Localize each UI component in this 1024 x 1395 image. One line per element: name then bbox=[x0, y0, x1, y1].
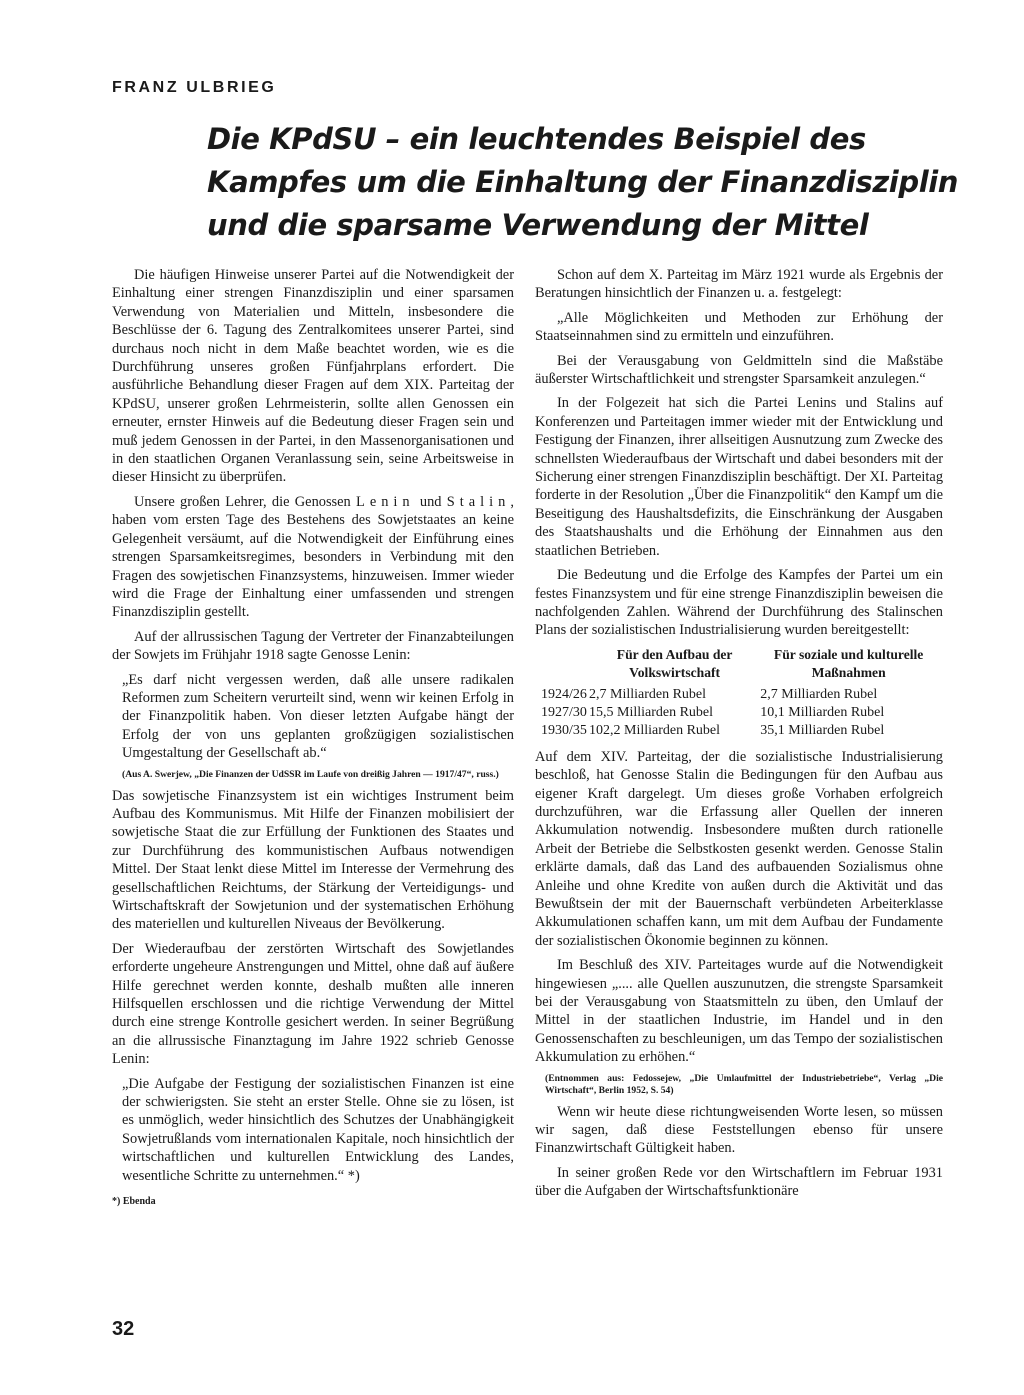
source-citation: (Aus A. Swerjew, „Die Finanzen der UdSSR im Laufe von dreißig Jahren — 1917/47“, russ.) bbox=[122, 768, 499, 780]
quote: „Alle Möglichkeiten und Methoden zur Erhöhung der Staatseinnahmen sind zu ermitteln und einzuführen. bbox=[535, 309, 943, 345]
quote: „Es darf nicht vergessen werden, daß alle unsere radikalen Reformen zum Scheitern verurteilt sind, wenn wir keinen Erfolg in der Finanzpolitik haben. Von dieser letzten Aufgabe hängt der Erfolg der von uns geplanten großzügigen sozialistischen Umgestaltung der Gesellschaft ab.“ bbox=[122, 671, 514, 762]
paragraph-text: Unsere großen Lehrer, die Genossen bbox=[134, 493, 351, 510]
page-number: 32 bbox=[112, 1318, 135, 1340]
article-title: Die KPdSU – ein leuchtendes Beispiel des Kampfes um die Einhaltung der Finanzdisziplin und die sparsame Verwendung der Mittel bbox=[207, 122, 959, 242]
paragraph bbox=[112, 493, 514, 622]
paragraph: Im Beschluß des XIV. Parteitages wurde auf die Notwendigkeit hingewiesen „.... alle Quellen auszunutzen, die strengste Sparsamkeit bei der Verausgabung von Staatsmitteln zu üben, den Umlauf der Mittel in der staatlichen Industrie, im Handel und in den Genossenschaften zu beschleunigen, um das Tempo der sozialistischen Akkumulation zu erhöhen.“ bbox=[535, 957, 943, 1066]
table-header-spacer bbox=[541, 646, 589, 686]
table-header-row bbox=[541, 646, 937, 686]
name-lenin: Lenin bbox=[356, 493, 415, 510]
right-column bbox=[535, 266, 943, 1207]
table-cell-economy: 15,5 Milliarden Rubel bbox=[589, 704, 714, 720]
table-row bbox=[541, 704, 937, 722]
table-cell-social: 2,7 Milliarden Rubel bbox=[760, 686, 878, 702]
left-column bbox=[112, 266, 514, 1218]
table-cell-economy: 102,2 Milliarden Rubel bbox=[589, 722, 721, 738]
paragraph: Schon auf dem X. Parteitag im März 1921 wurde als Ergebnis der Beratungen hinsichtlich der Finanzen u. a. festgelegt: bbox=[535, 267, 943, 302]
paragraph: Das sowjetische Finanzsystem ist ein wichtiges Instrument beim Aufbau des Kommunismus. Mit Hilfe der Finanzen mobilisiert der sowjetische Staat die zur Erfüllung der Funktionen des Staates und zur Durchführung des kommunistischen Aufbaus notwendigen Mittel. Der Staat lenkt diese Mittel im Interesse der Vermehrung des gesellschaftlichen Reichtums, der Stärkung der Verteidigungs- und Wirtschaftskraft der Sowjetunion und der systematischen Erhöhung des materiellen und kulturellen Niveaus der Bevölkerung. bbox=[112, 787, 514, 933]
table-cell-social: 35,1 Milliarden Rubel bbox=[760, 722, 885, 738]
table-header-economy: Für den Aufbau der Volkswirtschaft bbox=[616, 646, 733, 680]
name-stalin: Stalin bbox=[446, 493, 511, 510]
paragraph: Die Bedeutung und die Erfolge des Kampfes der Partei um ein festes Finanzsystem und für eine strenge Finanzdisziplin beweisen die nachfolgenden Zahlen. Während der Durchführung des Stalinschen Plans der sozialistischen Industrialisierung wurden bereitgestellt: bbox=[535, 567, 943, 639]
paragraph-text: , haben vom ersten Tage des Bestehens des Sowjetstaates an keine Gelegenheit versäumt, auf die Notwendigkeit der Einführung eines strengen Sparsamkeitsregimes, besonders in Verbindung mit den Fragen des sowjetischen Finanzsystems, hinzuweisen. Immer wieder wird die Frage der Einhaltung einer umfassenden und strengen Finanzdisziplin gestellt. bbox=[112, 493, 514, 621]
table-cell-economy: 2,7 Milliarden Rubel bbox=[589, 686, 707, 702]
table-row bbox=[541, 722, 937, 740]
paragraph: Wenn wir heute diese richtungweisenden Worte lesen, so müssen wir sagen, daß diese Feststellungen ebenso für unsere Finanzwirtschaft Gültigkeit haben. bbox=[535, 1103, 943, 1157]
quote: „Die Aufgabe der Festigung der sozialistischen Finanzen ist eine der schwierigsten. Sie steht an erster Stelle. Ohne sie zu lösen, ist es unmöglich, weder hinsichtlich des Schutzes der Unabhängigkeit Sowjetrußlands vom internationalen Kapitale, noch hinsichtlich der wirtschaftlichen und kulturellen Entwicklung des Landes, wesentliche Schritte zu unternehmen.“ *) bbox=[122, 1075, 514, 1184]
source-citation: (Entnommen aus: Fedossejew, „Die Umlaufmittel der Industriebetriebe“, Verlag „Die Wirtschaft“, Berlin 1952, S. 54) bbox=[545, 1072, 943, 1096]
table-cell-years: 1924/26 bbox=[541, 686, 587, 702]
table-header-social: Für soziale und kulturelle Maßnahmen bbox=[773, 646, 924, 680]
paragraph: Auf der allrussischen Tagung der Vertreter der Finanzabteilungen der Sowjets im Frühjahr 1918 sagte Genosse Lenin: bbox=[112, 628, 514, 664]
author-name: FRANZ ULBRIEG bbox=[112, 79, 277, 96]
paragraph: In der Folgezeit hat sich die Partei Lenins und Stalins auf Konferenzen und Parteitagen immer wieder mit der Entwicklung und Festigung der Finanzen, ihrer allseitigen Ausnutzung zum Zwecke des schnellsten Wiederaufbaus der Wirtschaft und dabei besonders mit der Sicherung einer strengen Finanzdisziplin beschäftigt. Der XI. Parteitag forderte in der Resolution „Über die Finanzpolitik“ den Kampf um die Beseitigung des Haushaltsdefizits, die Einschränkung der Ausgaben des Staatshaushalts und die Erhöhung der Einnahmen aus den staatlichen Betrieben. bbox=[535, 395, 944, 559]
paragraph: In seiner großen Rede vor den Wirtschaftlern im Februar 1931 über die Aufgaben der Wirtschaftsfunktionäre bbox=[535, 1164, 943, 1200]
paragraph: Die häufigen Hinweise unserer Partei auf die Notwendigkeit der Einhaltung einer strengen Finanzdisziplin und einer sparsamen Verwendung von Materialien und Mitteln, insbesondere die Beschlüsse der 6. Tagung des Zentralkomitees unserer Partei, sind durchaus noch nicht in dem Maße beachtet worden, wie es die Durchführung unseres großen Fünfjahrplans erfordert. Die ausführliche Behandlung dieser Fragen auf dem XIX. Parteitag der KPdSU, unserer großen Lehrmeisterin, sollte allen Genossen ein erneuter, ernster Hinweis auf die Bedeutung dieser Fragen sein und muß jedem Genossen in der Partei, in den Massenorganisationen und in den staatlichen Organen Veranlassung sein, seine Arbeitsweise in dieser Hinsicht zu überprüfen. bbox=[112, 267, 514, 486]
table-cell-years: 1930/35 bbox=[541, 722, 587, 738]
finance-table bbox=[541, 646, 937, 740]
quote: Bei der Verausgabung von Geldmitteln sind die Maßstäbe äußerster Wirtschaftlichkeit und strengster Sparsamkeit anzulegen.“ bbox=[535, 352, 943, 388]
footnote: *) Ebenda bbox=[112, 1196, 156, 1208]
paragraph: Der Wiederaufbau der zerstörten Wirtschaft des Sowjetlandes erforderte ungeheure Anstrengungen und Mittel, ohne daß auf äußere Hilfe gerechnet werden konnte, deshalb mußten alle inneren Hilfsquellen erschlossen und die richtige Verwendung der Mittel durch eine strenge Kontrolle gesichert werden. In seiner Begrüßung an die allrussische Finanztagung im Jahre 1922 schrieb Genosse Lenin: bbox=[112, 940, 514, 1068]
table-cell-social: 10,1 Milliarden Rubel bbox=[760, 704, 885, 720]
table-cell-years: 1927/30 bbox=[541, 704, 587, 720]
paragraph-text: und bbox=[419, 493, 442, 510]
table-row bbox=[541, 686, 937, 704]
paragraph: Auf dem XIV. Parteitag, der die sozialistische Industrialisierung beschloß, hat Genosse Stalin die Bedingungen für den Aufbau aus eigener Kraft dargelegt. Um dieses große Vorhaben erfolgreich durchzuführen, war die Erfassung aller Quellen der inneren Akkumulation notwendig. Insbesondere mußten durch rationelle Arbeit der Betriebe die Selbstkosten gesenkt werden. Genosse Stalin erklärte damals, daß das Land des aufbauenden Sozialismus ohne Anleihe und ohne Kredite von außen durch die Aktivität und das Bewußtsein der mit der Bauernschaft verbündeten Arbeiterklasse Akkumulationen schaffen kann, um mit dem Aufbau der Fundamente der sozialistischen Ökonomie beginnen zu können. bbox=[535, 748, 943, 949]
